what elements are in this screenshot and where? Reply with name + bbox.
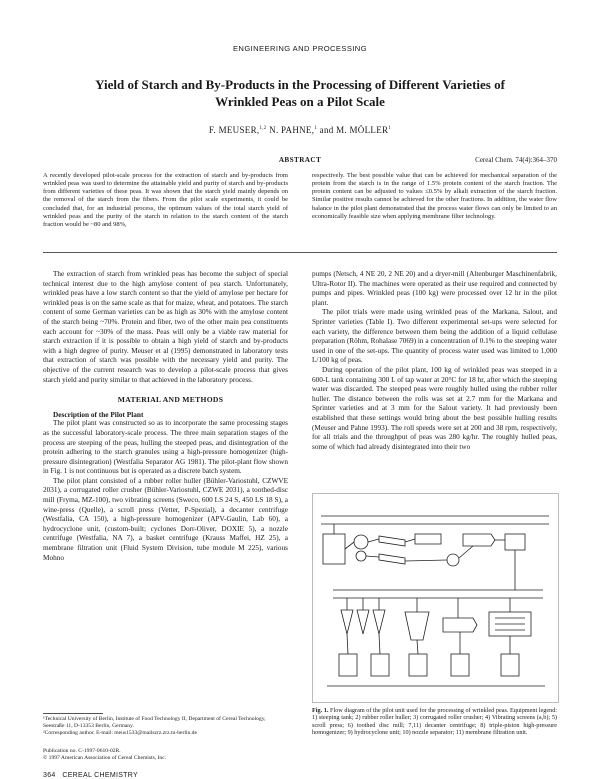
decanter-centrifuge — [463, 534, 495, 546]
section-header: ENGINEERING AND PROCESSING — [232, 44, 368, 53]
intro-paragraph: The extraction of starch from wrinkled peas has become the subject of special technical interest due to the high amylose content of pea starch. Unfortunately, wrinkled peas have a low starch content so that the yield of amylose per hectare for wrinkled peas is on the same scale as that for maize, wheat, and potatoes. The starch content of some German varieties can be as high as 30% with the amylose content of the starch being ~70%. Protein and fiber, two of the other main pea constituents each account for ~30% of the mass. Peas will only be a viable raw material for starch extraction if it is possible to obtain a high yield of starch and by-products with a high degree of purity. Meuser et al (1995) demonstrated in laboratory tests that extraction of starch was possible with the necessary yield and purity. The objective of the current research was to develop a pilot-scale process that gives starch yield and purity similar to that achieved in the laboratory process. — [43, 270, 288, 384]
high-pressure-homogenizer — [505, 534, 525, 550]
copyright: © 1997 American Association of Cereal Chemists, Inc. — [43, 755, 167, 761]
pilot-plant-paragraph-2: The pilot plant consisted of a rubber roller huller (Bühler-Variostuhl, CZWVE 2031), a corrugated roller crusher (Bühler-Variostuhl, CZWE 2031), a toothed-disc mill (Fryma, MZ-100), two vibrating screens (Sweco, 600 LS 24 S, 450 LS 18 S), a wine-press (Quelle), a scroll press (Vetter, P-Spezial), a decanter centrifuge (Westfalia, CA 150), a high-pressure homogenizer (APV-Gaulin, Lab 60), a hydrocyclone unit, (custom-built; cyclones Dorr-Oliver, DOXIE 5), a nozzle centrifuge (Westfalia, NA 7), a basket centrifuge (Krauss Maffei, HZ 25), a membrane filtration unit (Fluid System Division, tube module M 225), various Mohno — [43, 476, 288, 562]
toothed-disc-mill — [447, 554, 459, 566]
nozzle-separator — [405, 612, 429, 640]
right-paragraph-2: The pilot trials were made using wrinkled peas of the Markana, Salout, and Sprinter varieties (Table I). Two different experimental set-ups were selected for each variety, the difference between them being the addition of a liquid cellulase preparation (Röhm, Rohalase 7069) in a concentration of 0.1% to the steeping water used in one of the set-ups. The quantity of process water used was limited to 1,000 L/100 kg of peas. — [312, 308, 557, 365]
publication-number: Publication no. C-1997-0610-02R. — [43, 748, 121, 754]
rubber-roller-huller — [354, 535, 368, 549]
decanter-centrifuge-2 — [443, 618, 477, 632]
product-tank — [339, 654, 357, 676]
steeping-tank — [323, 534, 345, 564]
abstract-left-column: A recently developed pilot-scale process for the extraction of starch and by-products from wrinkled peas was used to determine the attainable yield and purity of starch and by-products from different varieties of these peas. It was shown that the starch yield mainly depends on the removal of the starch from the fibers. From the pilot scale experiments, it could be concluded that, for an industrial process, the optimum values of the total starch yield of wrinkled peas and the purity of the starch in relation to the starch content of the starch fraction would be ~80 and 98%, — [43, 172, 288, 228]
footnote-divider — [43, 713, 103, 714]
product-tank — [451, 654, 469, 676]
author-1: F. MEUSER, — [208, 125, 260, 135]
footnotes — [43, 716, 288, 737]
scroll-press — [415, 534, 441, 544]
methods-heading: MATERIAL AND METHODS — [117, 395, 224, 405]
figure-caption-text: Flow diagram of the pilot unit used for the processing of wrinkled peas. Equipment legend: 1) steeping tank; 2) rubber roller huller; 3) corrugated roller crusher; 4) Vibrating screens (a,b); 5) scroll press; 6) toothed disc mill; 7,11) decanter centrifuge; 8) triple-piston high-pressure homogenizer; 9) hydrocyclone unit; 10) nozzle separator; 11) membrane filtration unit. — [312, 707, 558, 737]
vibrating-screen-a — [379, 536, 405, 546]
flow-diagram-figure — [312, 493, 559, 703]
product-tank — [501, 654, 519, 676]
author-3: and M. MÖLLER — [317, 125, 389, 135]
flow-diagram — [313, 494, 558, 702]
product-tank — [409, 654, 427, 676]
article-title — [60, 76, 540, 110]
page-number: 364 — [43, 772, 56, 779]
hydrocyclone — [357, 610, 369, 634]
abstract-heading: ABSTRACT — [278, 156, 322, 164]
pilot-plant-heading: Description of the Pilot Plant — [53, 409, 144, 419]
author-2: N. PAHNE, — [266, 125, 315, 135]
title-line-2: Wrinkled Peas on a Pilot Scale — [215, 94, 385, 109]
footnote-2: ²Corresponding author. E-mail: meus1533@mailszrz.zrz.tu-berlin.de — [43, 730, 197, 736]
right-paragraph-1: pumps (Netsch, 4 NE 20, 2 NE 20) and a dryer-mill (Altenburger Maschinenfabrik, Ultra-Rotor II). The machines were operated as their use required and connected by pumps and pipes. Wrinkled peas (100 kg) were processed over 12 hr in the pilot plant. — [312, 270, 557, 307]
body-left-column — [43, 270, 288, 563]
pilot-plant-paragraph-1: The pilot plant was constructed so as to incorporate the same processing stages as the successful laboratory-scale process. The three main separation stages of the process are steeping of the peas, hulling the steeped peas, and disintegration of the protein adhering to the starch granules using a high-pressure homogenizer (high-pressure disintegration) (Westfalia Separator AG 1981). The pilot-plant flow shown in Fig. 1 is not continuous but is operated as a discrete batch system. — [43, 419, 288, 476]
publication-info — [43, 748, 288, 762]
hydrocyclone — [341, 610, 353, 634]
hydrocyclone — [373, 610, 385, 634]
right-paragraph-3: During operation of the pilot plant, 100 kg of wrinkled peas was steeped in a 600-L tank containing 300 L of tap water at 20°C for 18 hr, after which the steeping water was discarded. The steeped peas were roughly hulled using the rubber roller huller. The distance between the rolls was set at 2.7 mm for the Markana and Sprinter varieties and at 3 mm for the Salout variety. It had previously been established that these settings would bring about the best possible hulling results (Meuser and Pahne 1993). The roll speeds were set at 200 and 38 rpm, respectively, for all trials and the throughput of peas was 280 kg/hr. The roughly hulled peas, some of which had already disintegrated into their two — [312, 365, 557, 451]
roller-crusher — [356, 551, 366, 561]
journal-citation: Cereal Chem. 74(4):364–370 — [475, 156, 557, 164]
author-list: F. MEUSER,$^{1,2}$ N. PAHNE,$^1$ and M. MÖLLER$^1$ — [208, 125, 392, 135]
body-right-column — [312, 270, 557, 452]
vibrating-screen-b — [379, 554, 405, 564]
footnote-1: ¹Technical University of Berlin, Institute of Food Technology II, Department of Cereal Technology, Seestraße 11, D-13353 Berlin, Germany. — [43, 716, 266, 729]
journal-name: CEREAL CHEMISTRY — [62, 772, 138, 779]
figure-label: Fig. 1. — [312, 707, 329, 714]
product-tank — [371, 654, 389, 676]
abstract-divider — [43, 252, 557, 253]
figure-caption — [312, 707, 557, 737]
abstract-right-column: respectively. The best possible value that can be achieved for mechanical separation of the protein from the starch is in the range of 1.5% protein content of the starch fraction. The protein content can be adjusted to values ≤0.5% by alkali extraction of the starch fraction. Similar positive results cannot be achieved for the other fractions. In addition, the water flow balance in the pilot plant demonstrated that the process water flows can only be limited to an economically feasible size when applying membrane filter technology. — [312, 172, 557, 220]
title-line-1: Yield of Starch and By-Products in the Processing of Different Varieties of — [95, 77, 505, 92]
